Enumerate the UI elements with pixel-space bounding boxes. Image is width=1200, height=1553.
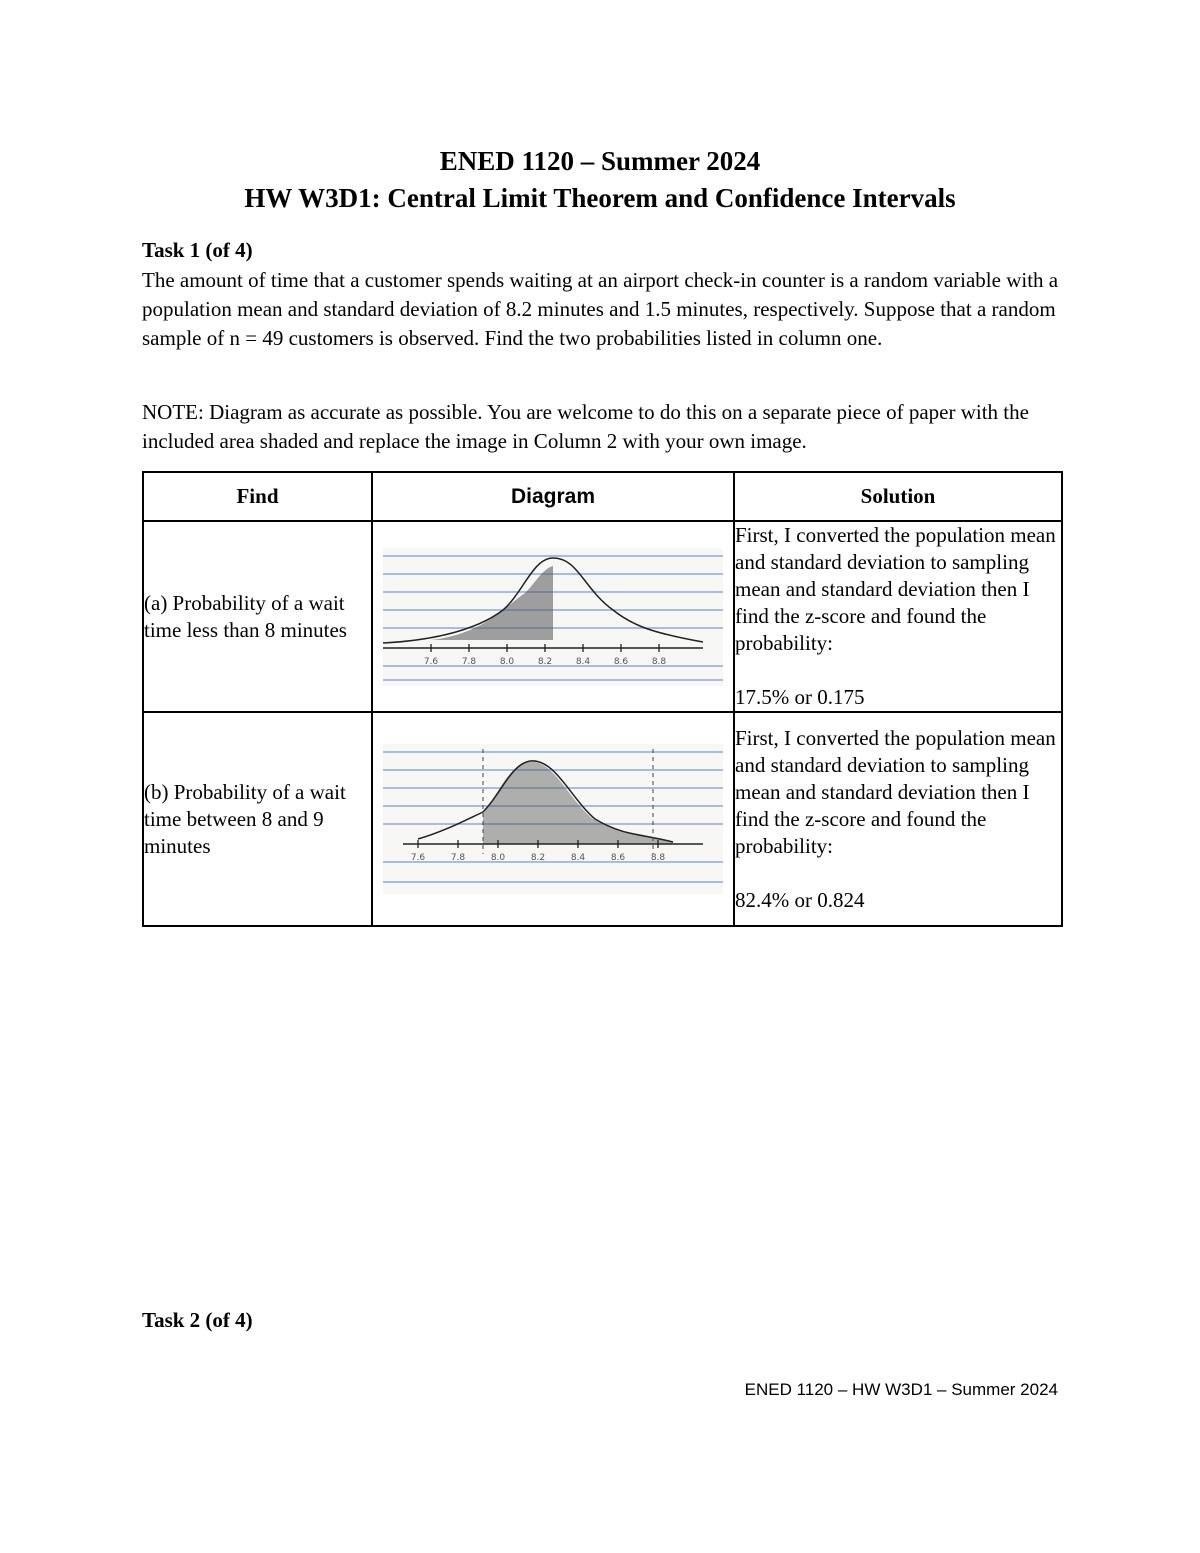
- task1-heading: Task 1 (of 4): [142, 238, 253, 262]
- solution-cell-a: [734, 521, 1062, 712]
- answer-a: 17.5% or 0.175: [735, 685, 865, 709]
- tick-label: 7.6: [423, 656, 439, 667]
- tick-label: 8.8: [651, 656, 667, 667]
- answer-b: 82.4% or 0.824: [735, 887, 865, 912]
- diagram-column-header: Diagram: [372, 472, 734, 521]
- tick-label: 8.8: [650, 853, 666, 863]
- tick-label: 8.4: [570, 853, 586, 863]
- tick-label: 8.6: [613, 656, 629, 667]
- solution-text-a: First, I converted the population mean and standard deviation to sampling mean and standard deviation then I find the z-score and found the probability:: [735, 523, 1056, 655]
- solution-column-header: Solution: [734, 472, 1062, 521]
- tick-label: 8.0: [499, 656, 515, 667]
- solution-cell-b: [734, 712, 1062, 926]
- page-subtitle: HW W3D1: Central Limit Theorem and Confidence Intervals: [244, 183, 956, 213]
- table-row: [143, 521, 1062, 712]
- tick-label: 8.0: [490, 853, 506, 863]
- task1-table: [142, 471, 1063, 927]
- table-header-row: [143, 472, 1062, 521]
- tick-label: 8.2: [530, 853, 546, 863]
- page-title: ENED 1120 – Summer 2024: [439, 146, 761, 176]
- diagram-cell-a: [372, 521, 734, 712]
- task1-note: NOTE: Diagram as accurate as possible. You are welcome to do this on a separate piece of paper with the included area shaded and replace the image in Column 2 with your own image.: [142, 400, 1029, 453]
- sketch-diagram-b: [383, 744, 723, 894]
- tick-label: 7.8: [450, 853, 466, 863]
- task1-paragraph: The amount of time that a customer spends waiting at an airport check-in counter is a random variable with a population mean and standard deviation of 8.2 minutes and 1.5 minutes, respectively. Suppose that a random sample of n = 49 customers is observed. Find the two probabilities listed in column one.: [142, 268, 1059, 350]
- find-cell-b: (b) Probability of a wait time between 8 and 9 minutes: [143, 712, 372, 926]
- find-cell-a: (a) Probability of a wait time less than 8 minutes: [143, 521, 372, 712]
- task2-heading: Task 2 (of 4): [142, 1308, 253, 1332]
- tick-label: 8.4: [575, 656, 591, 667]
- tick-label: 7.8: [461, 656, 477, 667]
- table-row: [143, 712, 1062, 926]
- page-footer: ENED 1120 – HW W3D1 – Summer 2024: [744, 1380, 1058, 1399]
- tick-label: 8.2: [537, 656, 553, 667]
- diagram-cell-b: [372, 712, 734, 926]
- solution-text-b: First, I converted the population mean and standard deviation to sampling mean and standard deviation then I find the z-score and found the probability:: [735, 725, 1056, 858]
- tick-label: 7.6: [410, 853, 426, 863]
- tick-label: 8.6: [610, 853, 626, 863]
- find-column-header: Find: [143, 472, 372, 521]
- sketch-diagram-a: [383, 548, 723, 686]
